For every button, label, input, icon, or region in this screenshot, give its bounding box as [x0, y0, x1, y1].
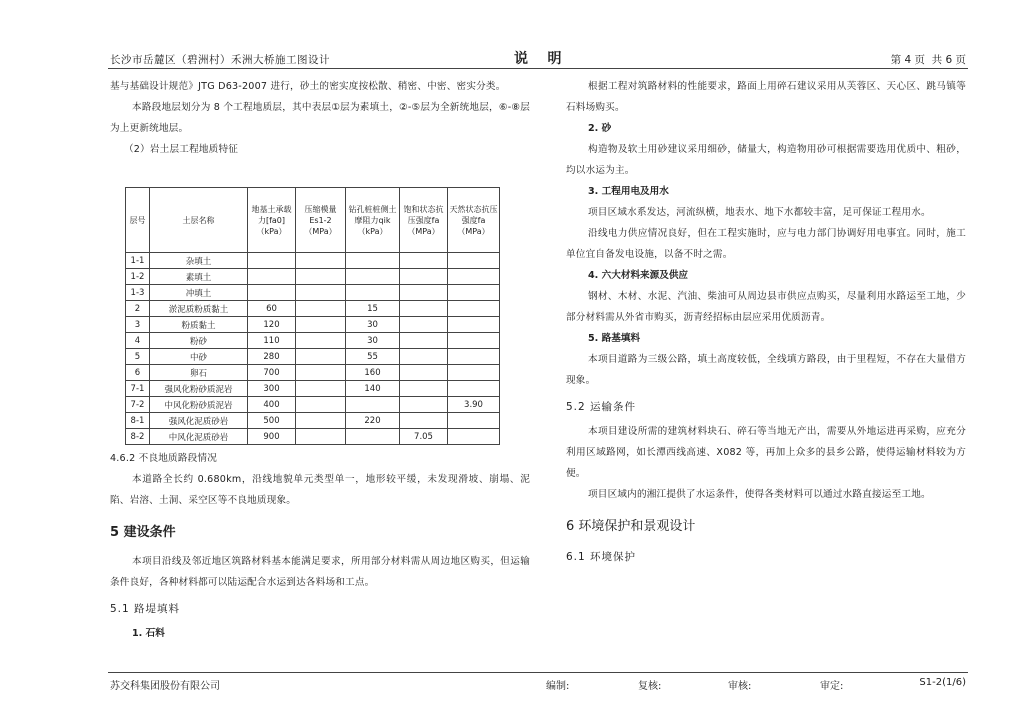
table-header-cell: 压缩模量Es1-2（MPa） [296, 188, 346, 253]
table-cell: 卵石 [150, 365, 248, 381]
table-body [126, 253, 500, 445]
table-row [126, 365, 500, 381]
table-header-cell: 层号 [126, 188, 150, 253]
table-header-cell: 地基土承载力[fa0]（kPa） [248, 188, 296, 253]
table-cell [296, 413, 346, 429]
subhead-sand: 2. 砂 [588, 123, 612, 134]
table-cell: 700 [248, 365, 296, 381]
table-caption: （2）岩土层工程地质特征 [124, 144, 239, 155]
table-row [126, 381, 500, 397]
table-cell [296, 285, 346, 301]
table-cell [296, 333, 346, 349]
soil-properties-table [125, 187, 500, 445]
right-para-6: 本项目道路为三级公路，填土高度较低，全线填方路段，由于里程短，不存在大量借方现象。 [566, 354, 966, 386]
table-row [126, 413, 500, 429]
table-cell [400, 349, 448, 365]
table-cell [296, 317, 346, 333]
table-cell [296, 429, 346, 445]
table-cell: 300 [248, 381, 296, 397]
table-cell [448, 381, 500, 397]
right-para-2: 构造物及软土用砂建议采用细砂，储量大，构造物用砂可根据需要选用优质中、粗砂，均以水运为主。 [566, 144, 966, 176]
table-cell: 1-3 [126, 285, 150, 301]
table-cell [296, 381, 346, 397]
label-approved: 审定: [820, 681, 844, 692]
table-cell: 强风化粉砂质泥岩 [150, 381, 248, 397]
table-cell [448, 413, 500, 429]
table-header-row [126, 188, 500, 253]
table-cell [448, 429, 500, 445]
table-row [126, 301, 500, 317]
table-cell: 280 [248, 349, 296, 365]
right-para-5: 钢材、木材、水泥、汽油、柴油可从周边县市供应点购买，尽量利用水路运至工地，少部分材料需从外省市购买，沥青经招标由层应采用优质沥青。 [566, 291, 966, 323]
label-reviewed: 复核: [638, 681, 662, 692]
table-cell: 3.90 [448, 397, 500, 413]
table-cell [400, 333, 448, 349]
table-cell [448, 285, 500, 301]
table-cell [296, 269, 346, 285]
table-cell [448, 301, 500, 317]
table-cell: 冲填土 [150, 285, 248, 301]
table-cell: 3 [126, 317, 150, 333]
table-cell [400, 381, 448, 397]
table-row [126, 429, 500, 445]
table-row [126, 269, 500, 285]
header-rule [108, 68, 968, 69]
table-row [126, 253, 500, 269]
table-cell: 30 [346, 333, 400, 349]
table-row [126, 317, 500, 333]
label-audited: 审核: [728, 681, 752, 692]
table-header-cell: 饱和状态抗压强度fa（MPa） [400, 188, 448, 253]
section-5-2: 5.2 运输条件 [566, 401, 637, 413]
table-cell [296, 349, 346, 365]
table-cell: 7-1 [126, 381, 150, 397]
table-cell: 中砂 [150, 349, 248, 365]
drawing-code: S1-2(1/6) [919, 677, 966, 688]
left-column [110, 76, 530, 160]
table-cell: 杂填土 [150, 253, 248, 269]
table-row [126, 333, 500, 349]
table-cell: 粉质黏土 [150, 317, 248, 333]
table-cell: 220 [346, 413, 400, 429]
table-cell [346, 285, 400, 301]
table-cell [400, 301, 448, 317]
table-cell [448, 317, 500, 333]
page-number: 第 4 页 共 6 页 [890, 54, 966, 66]
table-cell [248, 253, 296, 269]
table-cell [400, 269, 448, 285]
table-cell [346, 397, 400, 413]
subhead-stone: 1. 石料 [132, 628, 165, 639]
table-cell: 30 [346, 317, 400, 333]
table-cell: 7.05 [400, 429, 448, 445]
table-row [126, 285, 500, 301]
table-cell [400, 285, 448, 301]
right-column [566, 76, 966, 571]
table-header-cell: 天然状态抗压强度fa（MPa） [448, 188, 500, 253]
table-cell: 120 [248, 317, 296, 333]
table-cell: 400 [248, 397, 296, 413]
table-row [126, 349, 500, 365]
project-title: 长沙市岳麓区（碧洲村）禾洲大桥施工图设计 [110, 54, 330, 66]
left-para-1: 基与基础设计规范》JTG D63-2007 进行，砂土的密实度按松散、稍密、中密、密实分类。 [110, 81, 506, 92]
table-cell [248, 285, 296, 301]
table-cell: 500 [248, 413, 296, 429]
table-cell [448, 365, 500, 381]
table-cell: 素填土 [150, 269, 248, 285]
table-cell [400, 253, 448, 269]
table-cell [448, 269, 500, 285]
right-para-3: 项目区域水系发达，河流纵横，地表水、地下水都较丰富，足可保证工程用水。 [588, 207, 931, 218]
heading-5: 5 建设条件 [110, 525, 176, 540]
subhead-fill: 5. 路基填料 [588, 333, 641, 344]
table-cell: 5 [126, 349, 150, 365]
left-para-3: 本道路全长约 0.680km，沿线地貌单元类型单一，地形较平缓，未发现滑坡、崩塌、泥陷、岩溶、土洞、采空区等不良地质现象。 [110, 474, 530, 506]
table-cell [448, 253, 500, 269]
left-para-2: 本路段地层划分为 8 个工程地质层，其中表层①层为素填土，②-⑤层为全新统地层，⑥-⑧层为上更新统地层。 [110, 102, 530, 134]
table-cell [346, 429, 400, 445]
right-para-4: 沿线电力供应情况良好，但在工程实施时，应与电力部门协调好用电事宜。同时，施工单位宜自备发电设施，以备不时之需。 [566, 228, 966, 260]
table-cell: 1-1 [126, 253, 150, 269]
section-4-6-2: 4.6.2 不良地质路段情况 [110, 453, 218, 464]
table-cell: 4 [126, 333, 150, 349]
table-cell: 110 [248, 333, 296, 349]
table-row [126, 397, 500, 413]
table-cell [346, 253, 400, 269]
section-6-1: 6.1 环境保护 [566, 551, 637, 563]
table-cell [296, 301, 346, 317]
table-cell [248, 269, 296, 285]
left-column-lower [110, 448, 530, 644]
table-cell: 1-2 [126, 269, 150, 285]
table-cell: 7-2 [126, 397, 150, 413]
heading-6: 6 环境保护和景观设计 [566, 519, 696, 534]
subhead-materials: 4. 六大材料来源及供应 [588, 270, 689, 281]
right-para-8: 项目区域内的湘江提供了水运条件，使得各类材料可以通过水路直接运至工地。 [588, 489, 931, 500]
table-cell [346, 269, 400, 285]
table-cell [296, 397, 346, 413]
left-para-4: 本项目沿线及邻近地区筑路材料基本能满足要求，所用部分材料需从周边地区购买，但运输条件良好，各种材料都可以陆运配合水运到达各料场和工点。 [110, 556, 530, 588]
table-cell [400, 365, 448, 381]
table-cell: 140 [346, 381, 400, 397]
table-cell [296, 365, 346, 381]
table-cell: 中风化泥质砂岩 [150, 429, 248, 445]
footer-rule [108, 672, 968, 673]
table-cell [296, 253, 346, 269]
table-header-cell: 土层名称 [150, 188, 248, 253]
table-cell: 160 [346, 365, 400, 381]
table-cell [400, 317, 448, 333]
right-para-7: 本项目建设所需的建筑材料块石、碎石等当地无产出，需要从外地运进再采购，应充分利用区域路网，如长潭西线高速、X082 等，再加上众多的县乡公路，使得运输材料较为方便。 [566, 426, 966, 479]
table-cell: 淤泥质粉质黏土 [150, 301, 248, 317]
table-cell: 中风化粉砂质泥岩 [150, 397, 248, 413]
table-cell: 强风化泥质砂岩 [150, 413, 248, 429]
table-cell: 2 [126, 301, 150, 317]
table-cell: 6 [126, 365, 150, 381]
table-cell [400, 397, 448, 413]
table-cell [448, 349, 500, 365]
table-cell [448, 333, 500, 349]
section-5-1: 5.1 路堤填料 [110, 603, 181, 615]
table-cell [400, 413, 448, 429]
table-cell: 8-2 [126, 429, 150, 445]
company-name: 苏交科集团股份有限公司 [110, 681, 220, 692]
table-cell: 粉砂 [150, 333, 248, 349]
table-header-cell: 钻孔桩桩侧土摩阻力qik（kPa） [346, 188, 400, 253]
doc-title: 说 明 [514, 51, 562, 67]
table-cell: 900 [248, 429, 296, 445]
table-cell: 55 [346, 349, 400, 365]
subhead-water: 3. 工程用电及用水 [588, 186, 669, 197]
label-compiled: 编制: [546, 681, 570, 692]
table-cell: 15 [346, 301, 400, 317]
table-cell: 60 [248, 301, 296, 317]
table-cell: 8-1 [126, 413, 150, 429]
right-para-1: 根据工程对筑路材料的性能要求，路面上用碎石建议采用从芙蓉区、天心区、跳马镇等石料场购买。 [566, 81, 966, 113]
